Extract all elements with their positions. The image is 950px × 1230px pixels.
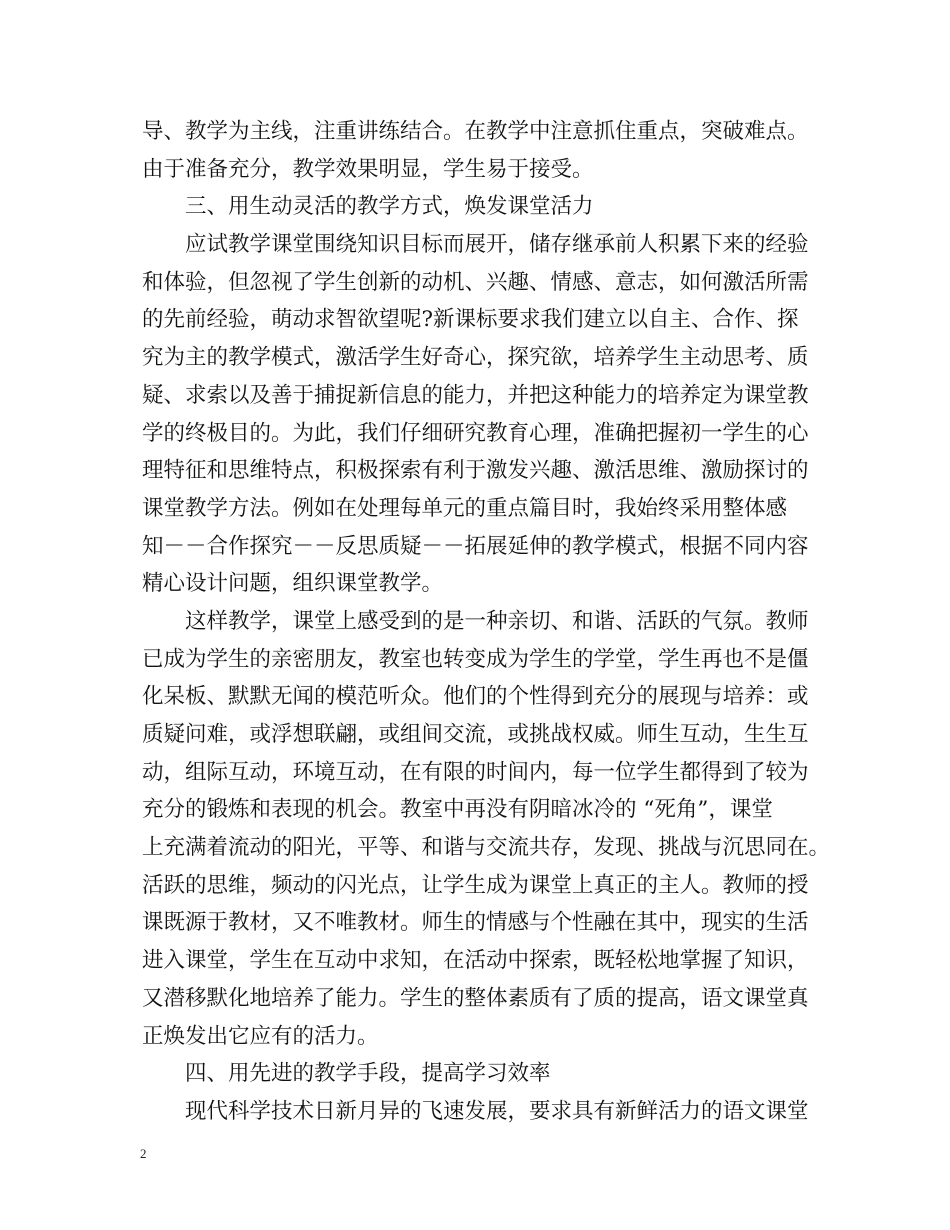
text-line: 究为主的教学模式，激活学生好奇心，探究欲，培养学生主动思考、质 (142, 345, 809, 371)
text-line: 课既源于教材，又不唯教材。师生的情感与个性融在其中，现实的生活 (142, 910, 809, 936)
text-line: 活跃的思维，频动的闪光点，让学生成为课堂上真正的主人。教师的授 (142, 872, 809, 898)
paragraph-start-line: 现代科学技术日新月异的飞速发展，要求具有新鲜活力的语文课堂 (185, 1098, 809, 1124)
text-line: 理特征和思维特点，积极探索有利于激发兴趣、激活思维、激励探讨的 (142, 458, 809, 484)
text-line: 由于准备充分，教学效果明显，学生易于接受。 (142, 156, 594, 182)
paragraph-start-line: 应试教学课堂围绕知识目标而展开，储存继承前人积累下来的经验 (185, 232, 809, 258)
page-number: 2 (140, 1146, 147, 1161)
text-line: 上充满着流动的阳光，平等、和谐与交流共存，发现、挑战与沉思同在。 (142, 835, 831, 861)
text-line: 导、教学为主线，注重讲练结合。在教学中注意抓住重点，突破难点。 (142, 119, 809, 144)
paragraph-start-line: 四、用先进的教学手段，提高学习效率 (185, 1061, 551, 1087)
text-line: 精心设计问题，组织课堂教学。 (142, 571, 444, 597)
text-line: 进入课堂，学生在互动中求知，在活动中探索，既轻松地掌握了知识， (142, 948, 809, 974)
text-line: 化呆板、默默无闻的模范听众。他们的个性得到充分的展现与培养：或 (142, 684, 809, 710)
text-line: 和体验，但忽视了学生创新的动机、兴趣、情感、意志，如何激活所需 (142, 269, 809, 295)
paragraph-start-line: 三、用生动灵活的教学方式，焕发课堂活力 (185, 194, 594, 220)
text-line: 正焕发出它应有的活力。 (142, 1023, 379, 1049)
text-line: 又潜移默化地培养了能力。学生的整体素质有了质的提高，语文课堂真 (142, 985, 809, 1011)
text-line: 质疑问难，或浮想联翩，或组间交流，或挑战权威。师生互动，生生互 (142, 722, 809, 747)
text-line: 课堂教学方法。例如在处理每单元的重点篇目时，我始终采用整体感 (142, 495, 788, 521)
body-text (142, 113, 862, 1131)
text-line: 动，组际互动，环境互动，在有限的时间内，每一位学生都得到了较为 (142, 759, 809, 785)
text-line: 的先前经验，萌动求智欲望呢?新课标要求我们建立以自主、合作、探 (142, 307, 799, 333)
text-line: 学的终极目的。为此，我们仔细研究教育心理，准确把握初一学生的心 (142, 420, 809, 446)
paragraph-start-line: 这样教学，课堂上感受到的是一种亲切、和谐、活跃的气氛。教师 (185, 608, 809, 634)
text-line: 充分的锻炼和表现的机会。教室中再没有阴暗冰冷的 “死角”，课堂 (142, 797, 773, 823)
text-line: 疑、求索以及善于捕捉新信息的能力，并把这种能力的培养定为课堂教 (142, 382, 809, 408)
text-line: 已成为学生的亲密朋友，教室也转变成为学生的学堂，学生再也不是僵 (142, 646, 809, 672)
text-line: 知－－合作探究－－反思质疑－－拓展延伸的教学模式，根据不同内容 (142, 533, 809, 559)
